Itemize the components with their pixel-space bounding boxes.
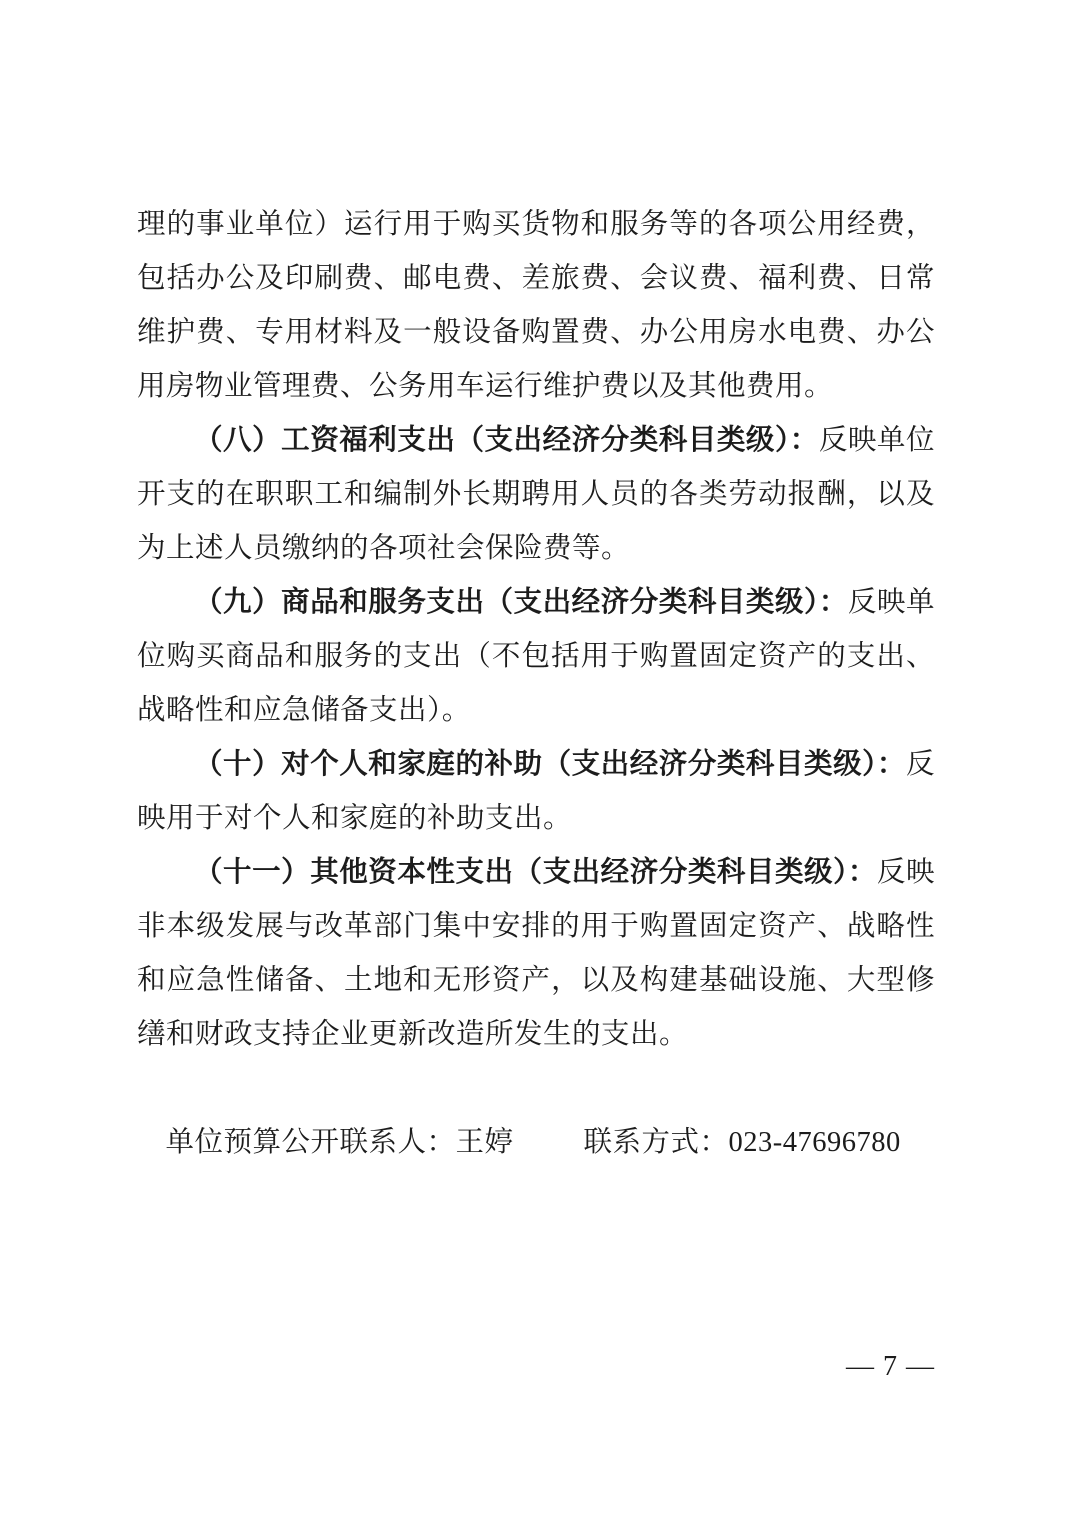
paragraph-lead: （十）对个人和家庭的补助（支出经济分类科目类级）： <box>194 749 906 780</box>
paragraph-lead: （十一）其他资本性支出（支出经济分类科目类级）： <box>194 857 877 888</box>
document-body <box>137 198 935 1170</box>
paragraph-text: 反映单位开支的在职职工和编制外长期聘用人员的各类劳动报酬，以及为上述人员缴纳的各项社会保险费等。 <box>137 425 935 564</box>
contact-phone-label: 联系方式： <box>583 1127 729 1158</box>
contact-line <box>137 1116 935 1170</box>
paragraph-text: 反映非本级发展与改革部门集中安排的用于购置固定资产、战略性和应急性储备、土地和无形资产，以及构建基础设施、大型修缮和财政支持企业更新改造所发生的支出。 <box>137 857 935 1050</box>
contact-person-name: 王婷 <box>455 1127 514 1158</box>
contact-person-label: 单位预算公开联系人： <box>165 1127 456 1158</box>
page-number: — 7 — <box>846 1351 935 1382</box>
paragraph-individual-family-subsidy <box>137 738 935 846</box>
paragraph-lead: （八）工资福利支出（支出经济分类科目类级）： <box>194 425 819 456</box>
paragraph-public-funds <box>137 198 935 414</box>
paragraph-lead: （九）商品和服务支出（支出经济分类科目类级）： <box>194 587 848 618</box>
paragraph-text: 反映单位购买商品和服务的支出（不包括用于购置固定资产的支出、战略性和应急储备支出）。 <box>137 587 935 726</box>
paragraph-goods-services <box>137 576 935 738</box>
paragraph-other-capital-expenditure <box>137 846 935 1062</box>
paragraph-salary-welfare <box>137 414 935 576</box>
paragraph-text: 反映用于对个人和家庭的补助支出。 <box>137 749 935 834</box>
paragraph-text: 理的事业单位）运行用于购买货物和服务等的各项公用经费，包括办公及印刷费、邮电费、差旅费、会议费、福利费、日常维护费、专用材料及一般设备购置费、办公用房水电费、办公用房物业管理费、公务用车运行维护费以及其他费用。 <box>137 209 935 402</box>
contact-phone-number: 023-47696780 <box>728 1127 901 1158</box>
